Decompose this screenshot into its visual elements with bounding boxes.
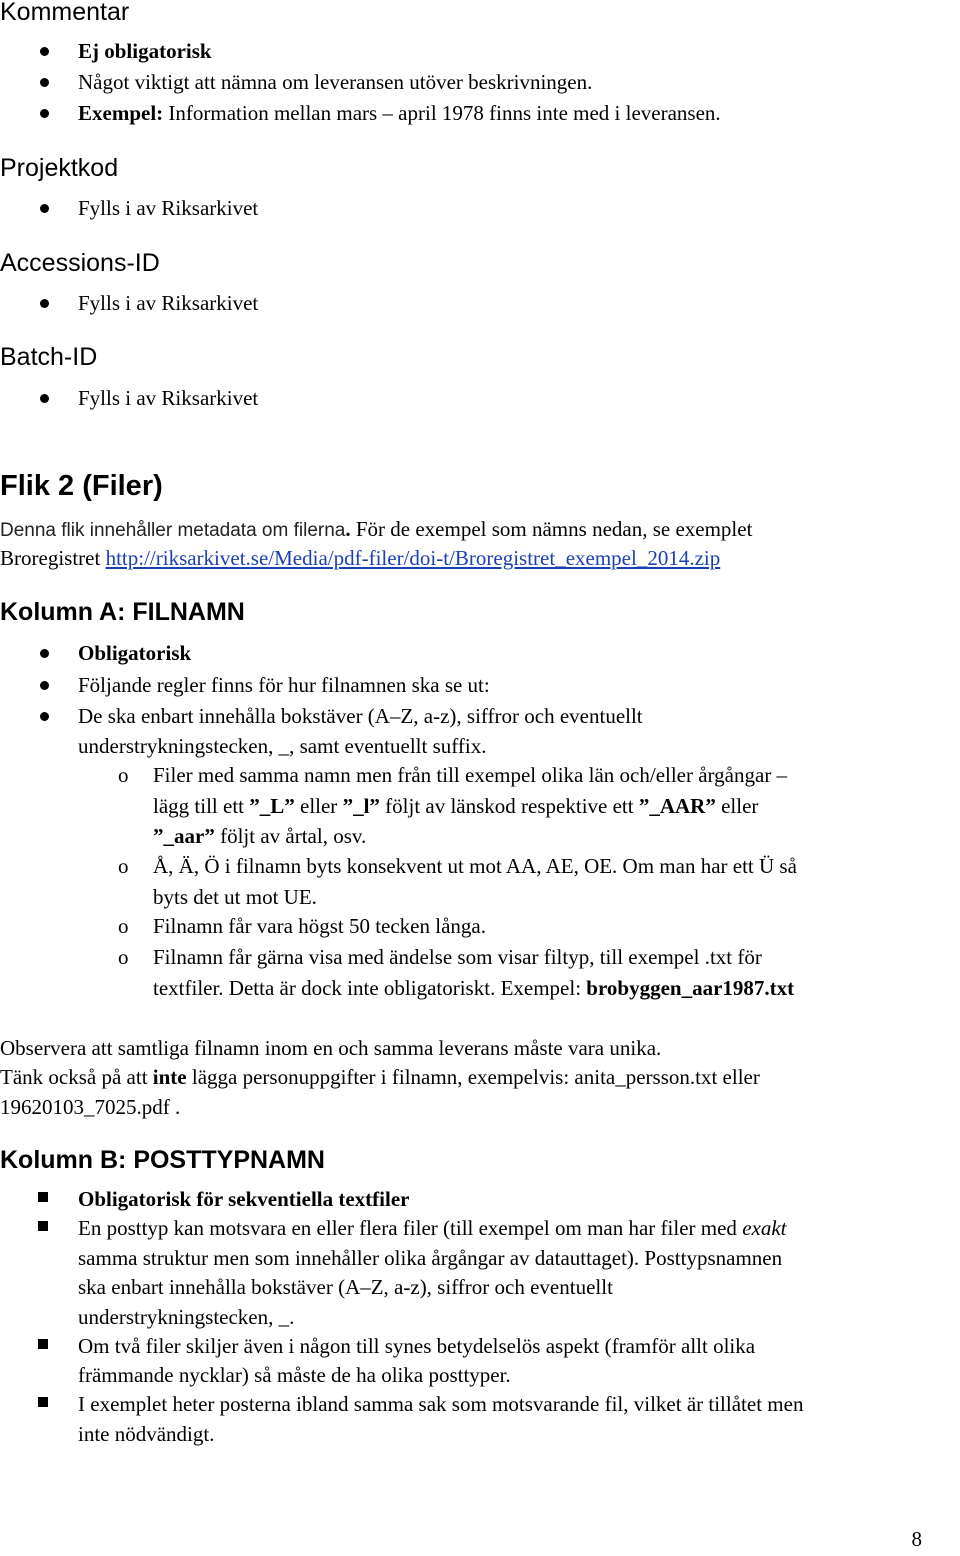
broregistret-link[interactable]: http://riksarkivet.se/Media/pdf-filer/doi-t/Broregistret_exempel_2014.zip bbox=[105, 546, 721, 570]
square-bullet-icon bbox=[38, 1221, 48, 1231]
circle-bullet-icon: o bbox=[118, 945, 129, 969]
kolumn-b-item-2-line2: samma struktur men som innehåller olika årgångar av datauttaget). Posttypsnamnen bbox=[78, 1246, 783, 1270]
accessions-heading: Accessions-ID bbox=[0, 249, 160, 277]
kommentar-item-1: Ej obligatorisk bbox=[78, 39, 212, 63]
kolumn-b-item-1: Obligatorisk för sekventiella textfiler bbox=[78, 1187, 410, 1211]
rule-1-line1: Filer med samma namn men från till exempel olika län och/eller årgångar – bbox=[153, 763, 788, 787]
circle-bullet-icon: o bbox=[118, 914, 129, 938]
kolumn-a-heading: Kolumn A: FILNAMN bbox=[0, 598, 245, 626]
kolumn-b-item-4-line2: inte nödvändigt. bbox=[78, 1422, 215, 1446]
projektkod-heading: Projektkod bbox=[0, 154, 119, 182]
flik2-heading: Flik 2 (Filer) bbox=[0, 470, 163, 502]
page-number: 8 bbox=[911, 1527, 922, 1551]
kommentar-item-3: Exempel: Information mellan mars – april 1978 finns inte med i leveransen. bbox=[78, 101, 721, 125]
square-bullet-icon bbox=[38, 1192, 48, 1202]
rule-3-line1: Filnamn får vara högst 50 tecken långa. bbox=[153, 914, 486, 938]
kolumn-a-bullet-3-line1: De ska enbart innehålla bokstäver (A–Z, a-z), siffror och eventuellt bbox=[78, 704, 643, 728]
rule-1-line3: ”_aar” följt av årtal, osv. bbox=[153, 824, 367, 848]
flik2-intro-line1: Denna flik innehåller metadata om filerna. För de exempel som nämns nedan, se exemplet bbox=[0, 517, 753, 541]
projektkod-item: Fylls i av Riksarkivet bbox=[78, 196, 259, 220]
bullet-icon bbox=[40, 712, 49, 721]
rule-4-line1: Filnamn får gärna visa med ändelse som visar filtyp, till exempel .txt för bbox=[153, 945, 762, 969]
bullet-icon bbox=[40, 109, 49, 118]
kolumn-b-item-3-line1: Om två filer skiljer även i någon till synes betydelselös aspekt (framför allt olika bbox=[78, 1334, 756, 1358]
kolumn-b-item-3-line2: främmande nycklar) så måste de ha olika posttyper. bbox=[78, 1363, 511, 1387]
square-bullet-icon bbox=[38, 1397, 48, 1407]
note-unique-filenames: Observera att samtliga filnamn inom en och samma leverans måste vara unika. bbox=[0, 1036, 662, 1060]
note-personal-data: Tänk också på att inte lägga personuppgifter i filnamn, exempelvis: anita_persson.txt eller bbox=[0, 1065, 760, 1089]
bullet-icon bbox=[40, 47, 49, 56]
accessions-item: Fylls i av Riksarkivet bbox=[78, 291, 259, 315]
bullet-icon bbox=[40, 299, 49, 308]
batch-heading: Batch-ID bbox=[0, 343, 98, 371]
flik2-intro-line2: Broregistret http://riksarkivet.se/Media/pdf-filer/doi-t/Broregistret_exempel_2014.zip bbox=[0, 546, 721, 570]
rule-4-line2: textfiler. Detta är dock inte obligatoriskt. Exempel: brobyggen_aar1987.txt bbox=[153, 976, 795, 1000]
kommentar-item-2: Något viktigt att nämna om leveransen utöver beskrivningen. bbox=[78, 70, 593, 94]
kolumn-b-item-2-line4: understrykningstecken, _. bbox=[78, 1305, 295, 1329]
bullet-icon bbox=[40, 204, 49, 213]
kolumn-b-item-4-line1: I exemplet heter posterna ibland samma sak som motsvarande fil, vilket är tillåtet men bbox=[78, 1392, 804, 1416]
bullet-icon bbox=[40, 78, 49, 87]
circle-bullet-icon: o bbox=[118, 854, 129, 878]
bullet-icon bbox=[40, 394, 49, 403]
rule-1-line2: lägg till ett ”_L” eller ”_l” följt av länskod respektive ett ”_AAR” eller bbox=[153, 794, 759, 818]
kolumn-b-item-2-line1: En posttyp kan motsvara en eller flera filer (till exempel om man har filer med exakt bbox=[78, 1216, 787, 1240]
bullet-icon bbox=[40, 649, 49, 658]
rule-2-line2: byts det ut mot UE. bbox=[153, 885, 317, 909]
kommentar-heading: Kommentar bbox=[0, 0, 130, 26]
note-personal-data-line2: 19620103_7025.pdf . bbox=[0, 1095, 181, 1119]
kolumn-a-bullet-1: Obligatorisk bbox=[78, 641, 192, 665]
bullet-icon bbox=[40, 681, 49, 690]
kolumn-b-heading: Kolumn B: POSTTYPNAMN bbox=[0, 1146, 325, 1174]
circle-bullet-icon: o bbox=[118, 763, 129, 787]
kolumn-b-item-2-line3: ska enbart innehålla bokstäver (A–Z, a-z), siffror och eventuellt bbox=[78, 1275, 613, 1299]
square-bullet-icon bbox=[38, 1339, 48, 1349]
batch-item: Fylls i av Riksarkivet bbox=[78, 386, 259, 410]
kolumn-a-bullet-3-line2: understrykningstecken, _, samt eventuellt suffix. bbox=[78, 734, 487, 758]
rule-2-line1: Å, Ä, Ö i filnamn byts konsekvent ut mot AA, AE, OE. Om man har ett Ü så bbox=[153, 854, 797, 878]
kolumn-a-bullet-2: Följande regler finns för hur filnamnen ska se ut: bbox=[78, 673, 490, 697]
